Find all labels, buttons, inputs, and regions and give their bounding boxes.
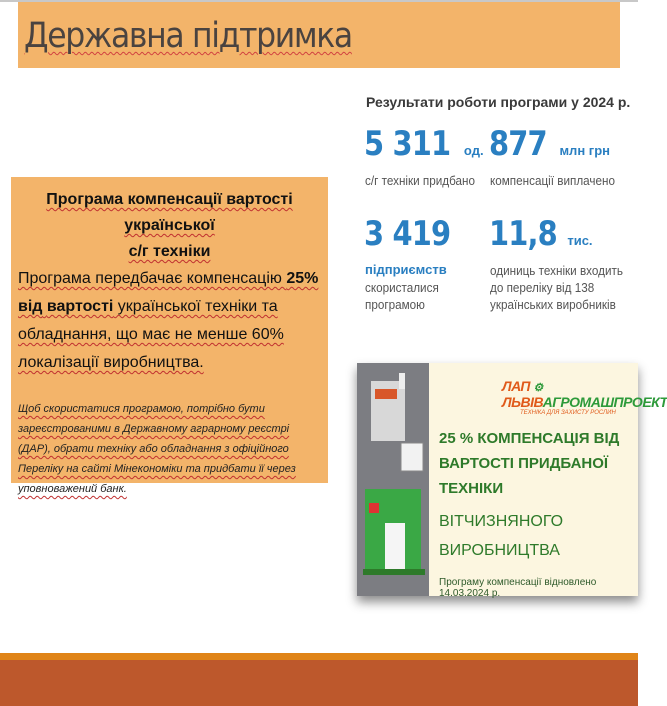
ad-subhead (439, 507, 563, 565)
subhead-line: ВІТЧИЗНЯНОГО (439, 513, 564, 530)
stat-desc: одиниць техніки входить (490, 263, 623, 278)
program-note: Щоб скористатися програмою, потрібно бути зареєстрованими в Державному аграрному реєстрі (ДАР), обрати техніку або обладнання з офіційного Переліку на сайті Мінекономіки та придбати її через уповноважений банк. (18, 403, 296, 495)
machine-part (399, 373, 405, 389)
stat-value: 877 (489, 124, 547, 164)
logo-name-b: АГРОМАШПРОЕКТ (542, 394, 667, 410)
stat-desc: с/г техніки придбано (365, 173, 476, 188)
machine-tank (401, 443, 423, 471)
page-title: Державна підтримка (24, 16, 352, 56)
ad-headline (439, 426, 619, 501)
results-title: Результати роботи програми у 2024 р. (366, 94, 631, 110)
title-bar (18, 2, 620, 68)
program-box (11, 177, 328, 495)
program-body (18, 265, 324, 377)
machine-tank (385, 523, 405, 569)
stat-desc: компенсації виплачено (490, 173, 616, 188)
stat-unit: тис. (567, 233, 593, 248)
footer-bar (0, 660, 638, 706)
machinery-illustration (357, 363, 429, 596)
stat-desc: скористалися (365, 280, 439, 295)
headline-line: 25 % КОМПЕНСАЦІЯ ВІД (439, 430, 620, 447)
program-title-line: с/г техніки (128, 243, 211, 260)
machine-part (369, 503, 379, 513)
headline-line: ВАРТОСТІ ПРИДБАНОЇ (439, 455, 609, 472)
logo-name (502, 378, 667, 410)
stat-unit: млн грн (559, 143, 610, 158)
body-bold: 25% від (18, 270, 319, 315)
stat-units (489, 214, 593, 254)
ad-footnote: Програму компенсації відновлено 14.03.2024 р. (439, 577, 597, 599)
logo-tagline: ТЕХНІКА ДЛЯ ЗАХИСТУ РОСЛИН (520, 410, 616, 416)
stat-unit: од. (463, 143, 484, 158)
program-title (11, 187, 328, 265)
headline-line: ТЕХНІКИ (439, 480, 504, 497)
company-logo (502, 378, 667, 416)
footer-stripe (0, 653, 638, 660)
stat-unit: підприємств (365, 262, 447, 277)
machine-base (363, 569, 425, 575)
body-text: Програма передбачає компенсацію (18, 270, 287, 287)
body-text: української техніки та обладнання, що має не менше 60% локалізації виробництва. (18, 298, 284, 371)
program-title-line: Програма компенсації вартості української (46, 191, 293, 234)
stat-desc: українських виробників (490, 297, 616, 312)
gear-icon: ⚙ (533, 382, 543, 394)
stat-enterprises (364, 214, 465, 254)
body-bold: вартості (46, 298, 114, 315)
stat-compensation (489, 124, 610, 164)
stat-value: 5 311 (364, 124, 451, 164)
ad-banner (357, 363, 667, 599)
machinery-image (357, 363, 429, 596)
logo-abbr: ЛАП (502, 378, 530, 394)
machine-part (375, 389, 397, 399)
logo-name-a: ЛЬВІВ (502, 394, 543, 410)
stat-purchased (364, 124, 484, 164)
stat-desc: програмою (365, 297, 425, 312)
stat-desc: до переліку від 138 (490, 280, 595, 295)
subhead-line: ВИРОБНИЦТВА (439, 542, 560, 559)
stat-value: 3 419 (364, 214, 451, 254)
stat-value: 11,8 (489, 214, 557, 254)
